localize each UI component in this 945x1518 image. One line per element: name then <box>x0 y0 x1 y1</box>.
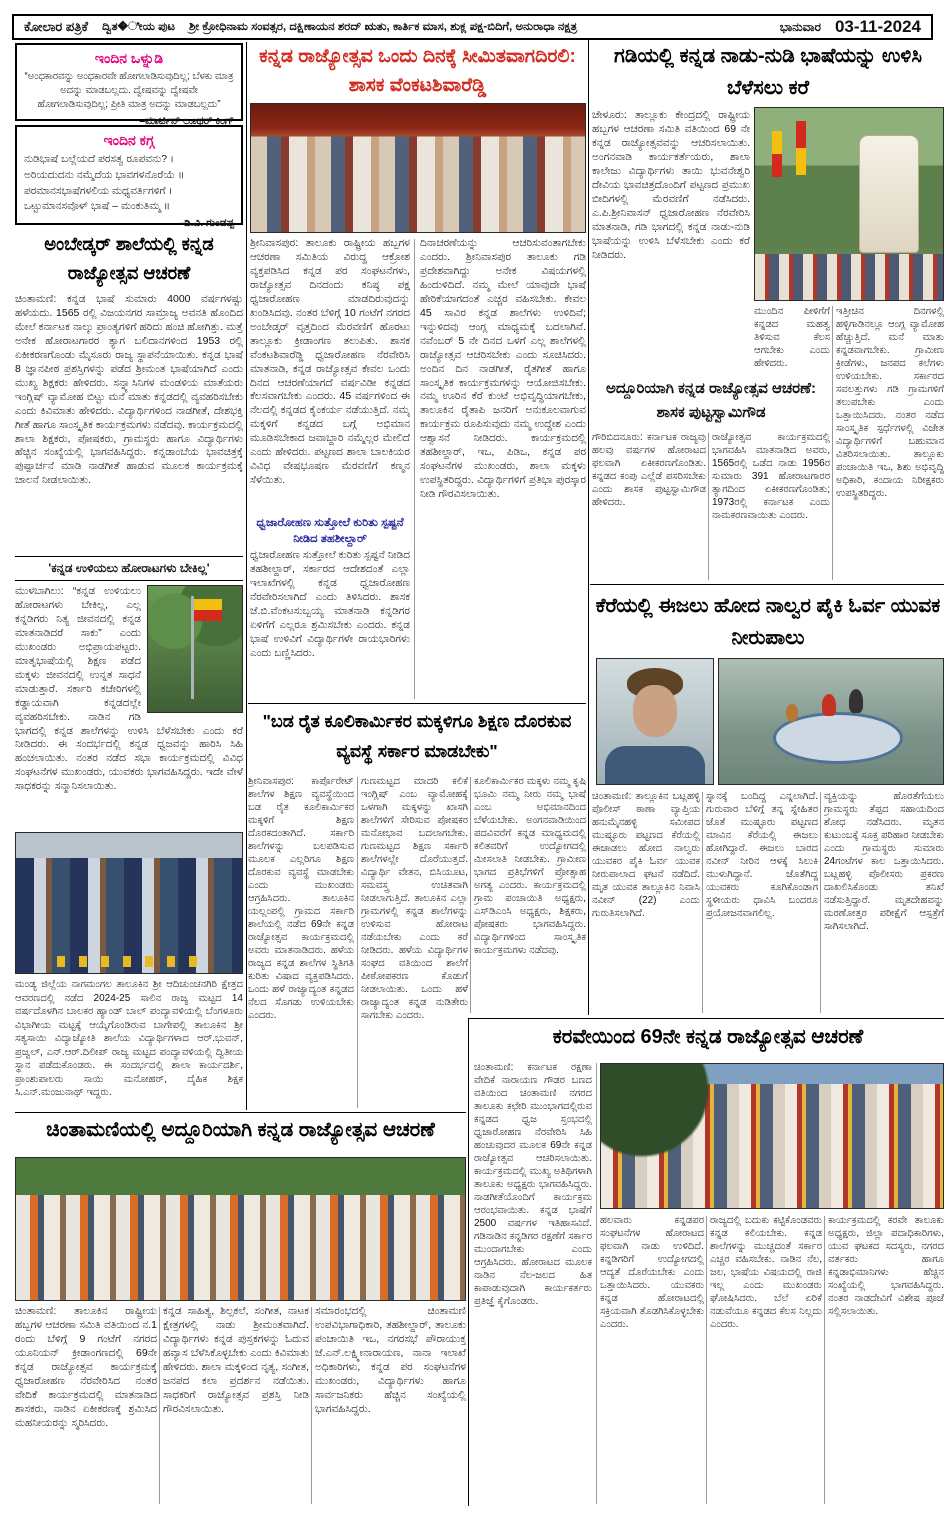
headline-chintamani-grand-celebration: ಚಿಂತಾಮಣಿಯಲ್ಲಿ ಅದ್ದೂರಿಯಾಗಿ ಕನ್ನಡ ರಾಜ್ಯೋತ್ಸವ ಆಚರಣೆ <box>46 1119 435 1141</box>
photo-kannada-flagpole <box>147 585 243 713</box>
kagga-line: ಪರಮಾನಸಭಾಷೆಗಳಲಿಯ ಮಧ್ಯವರ್ತಿಗಳಿಗೆ । <box>24 184 173 197</box>
chariot-shape <box>859 135 919 253</box>
section-divider <box>248 703 586 704</box>
headline-youth-drowned: ಕೆರೆಯಲ್ಲಿ ಈಜಲು ಹೋದ ನಾಲ್ವರ ಪೈಕಿ ಓರ್ವ ಯುವಕ ನೀರುಪಾಲು <box>595 595 941 649</box>
article-column: ರಾಜ್ಯೋತ್ಸವ ಕಾರ್ಯಕ್ರಮದಲ್ಲಿ ಭಾಗವಹಿಸಿ ಮಾತನಾಡಿದ ಅವರು, 1565ರಲ್ಲಿ ಒಡೆದ ನಾಡು 1956ರ ಸುಮಾರು 391 ಹೋರಾಟಗಾರರ ತ್ಯಾಗದಿಂದ ಏಕೀಕರಣಗೊಂಡಿತು; 1973ರಲ್ಲಿ ಕರ್ನಾಟಕ ಎಂದು ನಾಮಕರಣವಾಯಿತು ಎಂದರು. <box>712 432 830 521</box>
quote-text: “ಅಂಧಕಾರವನ್ನು ಅಂಧಕಾರವೇ ಹೋಗಲಾಡಿಸುವುದಿಲ್ಲ; ಬೆಳಕು ಮಾತ್ರ ಅದನ್ನು ಮಾಡಬಲ್ಲದು. ದ್ವೇಷವನ್ನು ದ್ವೇಷವೇ ಹೋಗಲಾಡಿಸುವುದಿಲ್ಲ; ಪ್ರೀತಿ ಮಾತ್ರ ಅದನ್ನು ಮಾಡಬಲ್ಲದು” <box>24 71 234 111</box>
kannada-flag-shape <box>772 131 782 177</box>
date-label: 03-11-2024 <box>834 17 921 36</box>
portrait-face-shape <box>633 685 677 737</box>
weekday-label: ಭಾನುವಾರ <box>779 19 821 34</box>
headline-karave-rajyotsava: ಕರವೇಯಿಂದ 69ನೇ ಕನ್ನಡ ರಾಜ್ಯೋತ್ಸವ ಆಚರಣೆ <box>552 1026 864 1048</box>
article-column: ಹಲವಾರು ಕನ್ನಡಪರ ಸಂಘಟನೆಗಳ ಹೋರಾಟದ ಫಲವಾಗಿ ನಾಡು ಉಳಿದಿದೆ. ಕನ್ನಡಿಗರಿಗೆ ಉದ್ಯೋಗದಲ್ಲಿ ಆದ್ಯತೆ ದೊರೆಯಬೇಕು ಎಂದು ಒತ್ತಾಯಿಸಿದರು. ಯುವಕರು ಕನ್ನಡ ಹೋರಾಟದಲ್ಲಿ ಸಕ್ರಿಯವಾಗಿ ತೊಡಗಿಸಿಕೊಳ್ಳಬೇಕು ಎಂದರು. <box>600 1215 704 1330</box>
article-column: ಗೌರಿಬಿದನೂರು: ಕರ್ನಾಟಕ ರಾಜ್ಯವು ಹಲವು ವರ್ಷಗಳ ಹೋರಾಟದ ಫಲವಾಗಿ ಏಕೀಕರಣಗೊಂಡಿತು. ಕನ್ನಡದ ಕಂಪು ಎಲ್ಲೆಡೆ ಪಸರಿಸಬೇಕು ಎಂದು ಶಾಸಕ ಪುಟ್ಟಸ್ವಾಮಿಗೌಡ ಹೇಳಿದರು. <box>592 432 706 508</box>
page-label: ದ್ವಿತ�ೀಯ ಪುಟ <box>102 20 175 33</box>
kagga-of-the-day-box <box>15 125 243 229</box>
article-body: ಚಿಂತಾಮಣಿ: ಕನ್ನಡ ಭಾಷೆ ಸುಮಾರು 4000 ವರ್ಷಗಳಷ್ಟು ಹಳೆಯದು. 1565 ರಲ್ಲಿ ವಿಜಯನಗರ ಸಾಮ್ರಾಜ್ಯ ಅವನತಿ ಹೊಂದಿದ ಮೇಲೆ ಕರ್ನಾಟಕ ನಾಲ್ಕು ಪ್ರಾಂತ್ಯಗಳಿಗೆ ಹರಿದು ಹಂಚಿ ಹೋಗಿತ್ತು. ಮತ್ತೆ ಅನೇಕ ಹೋರಾಟಗಾರರ ತ್ಯಾಗ ಬಲಿದಾನಗಳಿಂದ 1953 ರಲ್ಲಿ ಏಕೀಕರಣಗೊಂಡು ಮೈಸೂರು ರಾಜ್ಯ ಸ್ಥಾಪನೆಯಾಯಿತು. ಕನ್ನಡ ಭಾಷೆ 8 ಜ್ಞಾನಪೀಠ ಪ್ರಶಸ್ತಿಗಳನ್ನು ಪಡೆದ ಶ್ರೀಮಂತ ಭಾಷೆಯಾಗಿದೆ ಎಂದು ಮುಖ್ಯ ಶಿಕ್ಷಕರು ಹೇಳಿದರು. ಸನ್ನ್ಯಾಸಿನಿಗಳ ಮಂಡಳಿಯ ಮಾತೆಯರು ಇಂಗ್ಲಿಷ್ ವ್ಯಾಮೋಹ ಬಿಟ್ಟು ಮನೆ ಮಾತು ಕನ್ನಡದಲ್ಲಿ ವ್ಯವಹರಿಸಬೇಕು ಎಂದು ಕಿವಿಮಾತು ಹೇಳಿದರು. ವಿದ್ಯಾರ್ಥಿಗಳಿಂದ ನಾಡಗೀತೆ, ದೇಶಭಕ್ತಿ ಗೀತೆ ಹಾಗೂ ಸಾಂಸ್ಕೃತಿಕ ಕಾರ್ಯಕ್ರಮಗಳು ನಡೆದವು. ಕಾರ್ಯಕ್ರಮದಲ್ಲಿ ಶಾಲಾ ಶಿಕ್ಷಕರು, ಪೋಷಕರು, ಗ್ರಾಮಸ್ಥರು ಹಾಗೂ ವಿದ್ಯಾರ್ಥಿಗಳು ಹೆಚ್ಚಿನ ಸಂಖ್ಯೆಯಲ್ಲಿ ಭಾಗವಹಿಸಿದ್ದರು. ಕನ್ನಡಾಂಬೆಯ ಭಾವಚಿತ್ರಕ್ಕೆ ಪುಷ್ಪಾರ್ಚನೆ ಮಾಡಿ ನಾಡಗೀತೆ ಹಾಡುವ ಮೂಲಕ ಕಾರ್ಯಕ್ರಮಕ್ಕೆ ಚಾಲನೆ ನೀಡಲಾಯಿತು. <box>15 293 243 487</box>
article-body-text: ಮುಳಬಾಗಿಲು: “ಕನ್ನಡ ಉಳಿಯಲು ಹೋರಾಟಗಳು ಬೇಕಿಲ್ಲ, ಎಲ್ಲ ಕನ್ನಡಿಗರು ನಿತ್ಯ ಜೀವನದಲ್ಲಿ ಕನ್ನಡ ಮಾತನಾಡಿದರೆ ಸಾಕು” ಎಂದು ಮುಖಂಡರು ಅಭಿಪ್ರಾಯಪಟ್ಟರು. ಮಾತೃಭಾಷೆಯಲ್ಲಿ ಶಿಕ್ಷಣ ಪಡೆದ ಮಕ್ಕಳು ಜೀವನದಲ್ಲಿ ಉನ್ನತ ಸಾಧನೆ ಮಾಡುತ್ತಾರೆ. ಸರ್ಕಾರಿ ಕಚೇರಿಗಳಲ್ಲಿ ಕಡ್ಡಾಯವಾಗಿ ಕನ್ನಡದಲ್ಲೇ ವ್ಯವಹರಿಸಬೇಕು. ನಾಡಿನ ಗಡಿ ಭಾಗದಲ್ಲಿ ಕನ್ನಡ ಶಾಲೆಗಳನ್ನು ಉಳಿಸಿ ಬೆಳೆಸಬೇಕು ಎಂದು ಕರೆ ನೀಡಿದರು. ಈ ಸಂದರ್ಭದಲ್ಲಿ ಕನ್ನಡ ಧ್ವಜವನ್ನು ಹಾರಿಸಿ ಸಿಹಿ ಹಂಚಲಾಯಿತು. ನಂತರ ನಡೆದ ಸಭಾ ಕಾರ್ಯಕ್ರಮದಲ್ಲಿ ವಿವಿಧ ಸಂಘಟನೆಗಳ ಮುಖಂಡರು, ಯುವಕರು ಭಾಗವಹಿಸಿದ್ದರು. ಇದೇ ವೇಳೆ ಸಾಧಕರನ್ನು ಸನ್ಮಾನಿಸಲಾಯಿತು. <box>15 585 243 793</box>
column-hairline <box>596 1063 597 1504</box>
crowd-shape <box>755 254 943 300</box>
photo-chintamani-procession <box>15 1157 466 1301</box>
photo-rajyotsava-event-crowd <box>250 103 586 233</box>
article-column: ಧ್ವಜಾರೋಹಣ ಸುತ್ತೋಲೆ ಕುರಿತು ಸ್ಪಷ್ಟನೆ ನೀಡಿದ ತಹಶೀಲ್ದಾರ್, ಸರ್ಕಾರದ ಆದೇಶದಂತೆ ಎಲ್ಲಾ ಇಲಾಖೆಗಳಲ್ಲಿ ಕನ್ನಡ ಧ್ವಜಾರೋಹಣ ನೆರವೇರಿಸಲಾಗಿದೆ ಎಂದು ತಿಳಿಸಿದರು. ಶಾಸಕ ಜೆ.ಬಿ.ವೆಂಕಟಸುಬ್ಬಯ್ಯ ಮಾತನಾಡಿ ಕನ್ನಡಿಗರ ಏಳಿಗೆಗೆ ಎಲ್ಲರೂ ಶ್ರಮಿಸಬೇಕು ಎಂದರು. ಕನ್ನಡ ಭಾಷೆ ಉಳಿವಿಗೆ ವಿದ್ಯಾರ್ಥಿಗಳೇ ರಾಯಭಾರಿಗಳು ಎಂದು ಬಣ್ಣಿಸಿದರು. <box>250 549 410 659</box>
article-column: ವ್ಯಕ್ತಿಯನ್ನು ಹೊರತೆಗೆಯಲು ಗ್ರಾಮಸ್ಥರು ತೆಪ್ಪದ ಸಹಾಯದಿಂದ ಶೋಧ ನಡೆಸಿದರು. ಮೃತನ ಕುಟುಂಬಕ್ಕೆ ಸೂಕ್ತ ಪರಿಹಾರ ನೀಡಬೇಕು ಎಂದು ಗ್ರಾಮಸ್ಥರು ಸುಮಾರು 24ಗಂಟೆಗಳ ಕಾಲ ಒತ್ತಾಯಿಸಿದರು. ಬಟ್ಲಹಳ್ಳಿ ಪೊಲೀಸರು ಪ್ರಕರಣ ದಾಖಲಿಸಿಕೊಂಡು ತನಿಖೆ ನಡೆಸುತ್ತಿದ್ದಾರೆ. ಮೃತದೇಹವನ್ನು ಮರಣೋತ್ತರ ಪರೀಕ್ಷೆಗೆ ಆಸ್ಪತ್ರೆಗೆ ಸಾಗಿಸಲಾಗಿದೆ. <box>824 791 944 932</box>
kannada-flag-red-shape <box>194 610 222 621</box>
kagga-line: ಒಟ್ಟುಮಾನಸವೊಳ್ ಭಾಷೆ – ಮಂಕುತಿಮ್ಮ ॥ <box>24 200 170 213</box>
photo-chariot-procession <box>754 107 944 301</box>
column-hairline <box>832 306 833 580</box>
headline-education-for-poor: "ಬಡ ರೈತ ಕೂಲಿಕಾರ್ಮಿಕರ ಮಕ್ಕಳಿಗೂ ಶಿಕ್ಷಣ ದೊರಕುವ ವ್ಯವಸ್ಥೆ ಸರ್ಕಾರ ಮಾಡಬೇಕು" <box>262 711 572 761</box>
section-divider <box>590 584 944 585</box>
almanac-line: ಶ್ರೀ ಕ್ರೋಧಿನಾಮ ಸಂವತ್ಸರ, ದಕ್ಷಿಣಾಯನ ಶರದ್ ಋತು, ಕಾರ್ತಿಕ ಮಾಸ, ಶುಕ್ಲ ಪಕ್ಷ-ಬಿದಿಗೆ, ಅನುರಾಧಾ ನಕ್ಷತ್ರ <box>188 20 578 33</box>
quote-of-the-day-box <box>15 43 243 127</box>
column-hairline <box>311 1307 312 1504</box>
subhead-no-struggles-needed: 'ಕನ್ನಡ ಉಳಿಯಲು ಹೋರಾಟಗಳು ಬೇಕಿಲ್ಲ' <box>15 556 243 581</box>
article-column: ಮುಂದಿನ ಪೀಳಿಗೆಗೆ ಕನ್ನಡದ ಮಹತ್ವ ತಿಳಿಸುವ ಕೆಲಸ ಆಗಬೇಕು ಎಂದು ಹೇಳಿದರು. <box>754 306 830 369</box>
kagga-author: -ಡಿ.ವಿ. ಗುಂಡಪ್ಪ <box>180 217 234 229</box>
article-column: ರಾಜ್ಯದಲ್ಲಿ ಬದುಕು ಕಟ್ಟಿಕೊಂಡವರು ಕನ್ನಡ ಕಲಿಯಬೇಕು. ಕನ್ನಡ ಶಾಲೆಗಳನ್ನು ಮುಚ್ಚದಂತೆ ಸರ್ಕಾರ ಎಚ್ಚರ ವಹಿಸಬೇಕು. ನಾಡಿನ ನೆಲ, ಜಲ, ಭಾಷೆಯ ವಿಷಯದಲ್ಲಿ ರಾಜಿ ಇಲ್ಲ ಎಂದು ಮುಖಂಡರು ಘೋಷಿಸಿದರು. ಬೆಲೆ ಏರಿಕೆ ನಡುವೆಯೂ ಕನ್ನಡದ ಕೆಲಸ ನಿಲ್ಲದು ಎಂದರು. <box>710 1215 822 1330</box>
article-column: ಕನ್ನಡ ಸಾಹಿತ್ಯ, ಶಿಲ್ಪಕಲೆ, ಸಂಗೀತ, ನಾಟಕ ಕ್ಷೇತ್ರಗಳಲ್ಲಿ ನಾಡು ಶ್ರೀಮಂತವಾಗಿದೆ. ವಿದ್ಯಾರ್ಥಿಗಳು ಕನ್ನಡ ಪುಸ್ತಕಗಳನ್ನು ಓದುವ ಹವ್ಯಾಸ ಬೆಳೆಸಿಕೊಳ್ಳಬೇಕು ಎಂದು ಕಿವಿಮಾತು ಹೇಳಿದರು. ಶಾಲಾ ಮಕ್ಕಳಿಂದ ನೃತ್ಯ, ಸಂಗೀತ, ಜನಪದ ಕಲಾ ಪ್ರದರ್ಶನ ನಡೆಯಿತು. ಸಾಧಕರಿಗೆ ರಾಜ್ಯೋತ್ಸವ ಪ್ರಶಸ್ತಿ ನೀಡಿ ಗೌರವಿಸಲಾಯಿತು. <box>163 1305 309 1415</box>
person-shape <box>822 694 836 716</box>
quote-box-title: ಇಂದಿನ ಒಳ್ನುಡಿ <box>94 50 164 66</box>
article-column: ಸ್ನಾನಕ್ಕೆ ಬಂದಿದ್ದ ಎನ್ನಲಾಗಿದೆ. ಗುರುವಾರ ಬೆಳಿಗ್ಗೆ ತನ್ನ ಸ್ನೇಹಿತರ ಜೊತೆ ಮುಷ್ಟೂರು ಪಟ್ಟಣದ ಮಾವಿನ ಕೆರೆಯಲ್ಲಿ ಈಜಲು ಹೋಗಿದ್ದಾರೆ. ಈಜಲು ಬಾರದ ನವೀನ್ ನೀರಿನ ಆಳಕ್ಕೆ ಸಿಲುಕಿ ಮುಳುಗಿದ್ದಾನೆ. ಜೊತೆಗಿದ್ದ ಯುವಕರು ಕೂಗಿಕೊಂಡಾಗ ಸ್ಥಳೀಯರು ಧಾವಿಸಿ ಬಂದರೂ ಪ್ರಯೋಜನವಾಗಲಿಲ್ಲ. <box>706 791 818 919</box>
column-rule <box>246 42 247 1110</box>
masthead <box>12 14 933 40</box>
column-hairline <box>357 777 358 1108</box>
article-column: ಕೂಲಿಕಾರ್ಮಿಕರ ಮಕ್ಕಳು ನಮ್ಮ ಕೃಷಿ ಭೂಮಿ ನಮ್ಮ ನೀರು ನಮ್ಮ ಭಾಷೆ ಎಂಬ ಅಭಿಮಾನದಿಂದ ಬೆಳೆಯಬೇಕು. ಅಂಗನವಾಡಿಯಿಂದ ಪದವಿವರೆಗೆ ಕನ್ನಡ ಮಾಧ್ಯಮದಲ್ಲಿ ಕಲಿತವರಿಗೆ ಉದ್ಯೋಗದಲ್ಲಿ ಮೀಸಲಾತಿ ನೀಡಬೇಕು. ಗ್ರಾಮೀಣ ಭಾಗದ ಪ್ರತಿಭೆಗಳಿಗೆ ಪ್ರೋತ್ಸಾಹ ಅಗತ್ಯ ಎಂದರು. ಕಾರ್ಯಕ್ರಮದಲ್ಲಿ ಗ್ರಾಮ ಪಂಚಾಯಿತಿ ಅಧ್ಯಕ್ಷರು, ಎಸ್‌ಡಿಎಂಸಿ ಅಧ್ಯಕ್ಷರು, ಶಿಕ್ಷಕರು, ಪೋಷಕರು ಭಾಗವಹಿಸಿದ್ದರು. ವಿದ್ಯಾರ್ಥಿಗಳಿಂದ ಸಾಂಸ್ಕೃತಿಕ ಕಾರ್ಯಕ್ರಮಗಳು ನಡೆದವು. <box>474 776 586 956</box>
column-rule <box>588 40 589 1015</box>
article-column: ಚಿಂತಾಮಣಿ: ತಾಲ್ಲೂಕಿನ ಬಟ್ಲಹಳ್ಳಿ ಪೊಲೀಸ್ ಠಾಣಾ ವ್ಯಾಪ್ತಿಯ ಹನುಮೈನಹಳ್ಳಿ ಸಮೀಪದ ಮುಷ್ಟೂರು ಪಟ್ಟಣದ ಕೆರೆಯಲ್ಲಿ ಈಜಾಡಲು ಹೋದ ನಾಲ್ವರು ಯುವಕರ ಪೈಕಿ ಓರ್ವ ಯುವಕ ನೀರುಪಾಲಾದ ಘಟನೆ ನಡೆದಿದೆ. ಮೃತ ಯುವಕ ತಾಲ್ಲೂಕಿನ ನಿವಾಸಿ ನವೀನ್ (22) ಎಂದು ಗುರುತಿಸಲಾಗಿದೆ. <box>592 791 700 919</box>
headline-rajyotsava-not-one-day: ಕನ್ನಡ ರಾಜ್ಯೋತ್ಸವ ಒಂದು ದಿನಕ್ಕೆ ಸೀಮಿತವಾಗದಿರಲಿ: ಶಾಸಕ ವೆಂಕಟಶಿವಾರೆಡ್ಡಿ <box>259 46 576 97</box>
kagga-box-title: ಇಂದಿನ ಕಗ್ಗ <box>103 132 155 148</box>
kagga-line: ನುಡಿಭಾಷೆ ಬಲ್ಲೆಯದೆ ಪರಸತ್ವ ರೂಪವನು? । <box>24 153 174 165</box>
article-column: ಚಿಂತಾಮಣಿ: ಕರ್ನಾಟಕ ರಕ್ಷಣಾ ವೇದಿಕೆ ನಾರಾಯಣ ಗೌಡರ ಬಣದ ವತಿಯಿಂದ ಚಿಂತಾಮಣಿ ನಗರದ ತಾಲೂಕು ಕಛೇರಿ ಮುಂಭಾಗದಲ್ಲಿರುವ ಕನ್ನಡದ ಧ್ವಜ ಸ್ತಂಭದಲ್ಲಿ ಧ್ವಜಾರೋಹಣ ನೆರವೇರಿಸಿ ಸಿಹಿ ಹಂಚುವುದರ ಮೂಲಕ 69ನೇ ಕನ್ನಡ ರಾಜ್ಯೋತ್ಸವ ಆಚರಿಸಲಾಯಿತು. ಕಾರ್ಯಕ್ರಮದಲ್ಲಿ ಮುಖ್ಯ ಅತಿಥಿಗಳಾಗಿ ತಾಲೂಕು ಅಧ್ಯಕ್ಷರು ಭಾಗವಹಿಸಿದ್ದರು. ನಾಡಗೀತೆಯೊಂದಿಗೆ ಕಾರ್ಯಕ್ರಮ ಆರಂಭವಾಯಿತು. ಕನ್ನಡ ಭಾಷೆಗೆ 2500 ವರ್ಷಗಳ ಇತಿಹಾಸವಿದೆ. ಗಡಿನಾಡಿನ ಕನ್ನಡಿಗರ ರಕ್ಷಣೆಗೆ ಸರ್ಕಾರ ಮುಂದಾಗಬೇಕು ಎಂದು ಆಗ್ರಹಿಸಿದರು. ಹೋರಾಟದ ಮೂಲಕ ನಾಡಿನ ನೆಲ-ಜಲದ ಹಿತ ಕಾಪಾಡುವುದಾಗಿ ಕಾರ್ಯಕರ್ತರು ಪ್ರತಿಜ್ಞೆ ಕೈಗೊಂಡರು. <box>474 1062 592 1307</box>
quote-author: –ಮಾರ್ಟಿನ್ ಲೂಥರ್ ಕಿಂಗ್ <box>139 114 234 127</box>
column-hairline <box>159 1307 160 1504</box>
column-hairline <box>702 792 703 1013</box>
column-hairline <box>706 1216 707 1504</box>
column-hairline <box>824 1216 825 1504</box>
subhead-tahsildar-clarification: ಧ್ವಜಾರೋಹಣ ಸುತ್ತೋಲೆ ಕುರಿತು ಸ್ಪಷ್ಟನೆ ನೀಡಿದ ತಹಶೀಲ್ದಾರ್ <box>256 517 404 545</box>
column-rule <box>468 1018 469 1506</box>
article-body-with-photo <box>15 585 243 829</box>
photo-coracle-search-lake <box>718 658 944 785</box>
article-column: ಶ್ರೀನಿವಾಸಪುರ: ಕಾರ್ಪೊರೇಟ್ ಶಾಲೆಗಳ ಶಿಕ್ಷಣ ವ್ಯವಸ್ಥೆಯಿಂದ ಬಡ ರೈತ ಕೂಲಿಕಾರ್ಮಿಕರ ಮಕ್ಕಳಿಗೆ ಶಿಕ್ಷಣ ದೊರಕದಂತಾಗಿದೆ. ಸರ್ಕಾರಿ ಶಾಲೆಗಳನ್ನು ಬಲಪಡಿಸುವ ಮೂಲಕ ಎಲ್ಲರಿಗೂ ಶಿಕ್ಷಣ ದೊರಕುವ ವ್ಯವಸ್ಥೆ ಮಾಡಬೇಕು ಎಂದು ಮುಖಂಡರು ಆಗ್ರಹಿಸಿದರು. ತಾಲೂಕಿನ ಯಲ್ಲಂಪಲ್ಲಿ ಗ್ರಾಮದ ಸರ್ಕಾರಿ ಶಾಲೆಯಲ್ಲಿ ನಡೆದ 69ನೇ ಕನ್ನಡ ರಾಜ್ಯೋತ್ಸವ ಕಾರ್ಯಕ್ರಮದಲ್ಲಿ ಅವರು ಮಾತನಾಡಿದರು. ಹಳೆಯ ರಾಜ್ಯದ ಕನ್ನಡ ಶಾಲೆಗಳ ಸ್ಥಿತಿಗತಿ ಕುರಿತು ವಿಷಾದ ವ್ಯಕ್ತಪಡಿಸಿದರು. ಒಂದು ಹಳೆ ರಾಜ್ಯಾದ್ಯಂತ ಕನ್ನಡದ ನೆಲದ ಸೊಗಡು ಉಳಿಯಬೇಕು ಎಂದರು. <box>248 776 354 1021</box>
photo-caption-handball: ಮಂಡ್ಯ ಜಿಲ್ಲೆಯ ನಾಗಮಂಗಲ ತಾಲೂಕಿನ ಶ್ರೀ ಆದಿಚುಂಚನಗಿರಿ ಕ್ಷೇತ್ರದ ಆವರಣದಲ್ಲಿ ನಡೆದ 2024-25 ಸಾಲಿನ ರಾಜ್ಯ ಮಟ್ಟದ 14 ವರ್ಷದೊಳಗಿನ ಬಾಲಕರ ಹ್ಯಾಂಡ್ ಬಾಲ್ ಪಂದ್ಯಾವಳಿಯಲ್ಲಿ ಬೆಂಗಳೂರು ವಿಭಾಗೀಯ ಮಟ್ಟಕ್ಕೆ ಆಯ್ಕೆಗೊಂಡಿರುವ ಬಾಗೇಪಲ್ಲಿ ತಾಲೂಕಿನ ಶ್ರೀ ಸತ್ಯಸಾಯಿ ವಿದ್ಯಾಜ್ಯೋತಿ ಶಾಲೆಯ ವಿದ್ಯಾರ್ಥಿಗಳಾದ ಆರ್.ಭುವನ್, ಪ್ರಜ್ವಲ್, ಎನ್.ಆರ್.ದಿಲೀಪ್ ರಾಜ್ಯ ಮಟ್ಟದ ಪಂದ್ಯಾವಳಿಯಲ್ಲಿ ದ್ವಿತೀಯ ಸ್ಥಾನ ಪಡೆದುಕೊಂಡರು. ಈ ಸಂದರ್ಭದಲ್ಲಿ ಶಾಲಾ ಕಾರ್ಯದರ್ಶಿ, ಪ್ರಾಂಶುಪಾಲರು ಸಾಯಿ ಮನೋಹರ್, ದೈಹಿಕ ಶಿಕ್ಷಕ ಸಿ.ಎನ್.ಮಂಜುನಾಥ್ ಇದ್ದರು. <box>15 979 243 1098</box>
column-hairline <box>708 433 709 580</box>
column-hairline <box>414 239 415 699</box>
photo-karave-group-flag-hoisting <box>600 1063 944 1209</box>
photo-deceased-youth-portrait <box>596 658 714 785</box>
section-divider <box>468 1018 944 1019</box>
article-column: ದಿನಾಚರಣೆಯನ್ನು ಆಚರಿಸುವಂತಾಗಬೇಕು ಎಂದರು. ಶ್ರೀನಿವಾಸಪುರ ತಾಲೂಕು ಗಡಿ ಪ್ರದೇಶವಾಗಿದ್ದು ಅನೇಕ ವಿಷಯಗಳಲ್ಲಿ ಹಿಂದುಳಿದಿದೆ. ನಮ್ಮ ಮೇಲೆ ಯಾವುದೇ ಭಾಷೆ ಹೇರಿಕೆಯಾಗದಂತೆ ಎಚ್ಚರ ವಹಿಸಬೇಕು. ಕೇವಲ 45 ಸಾವಿರ ಕನ್ನಡ ಶಾಲೆಗಳು ಉಳಿದಿವೆ; ಇನ್ನುಳಿದವು ಆಂಗ್ಲ ಮಾಧ್ಯಮಕ್ಕೆ ಬದಲಾಗಿವೆ. ನವೆಂಬರ್ 5 ನೇ ದಿನದ ಒಳಗೆ ಎಲ್ಲ ಶಾಲೆಗಳಲ್ಲಿ ರಾಜ್ಯೋತ್ಸವ ಆಚರಿಸಬೇಕು ಎಂದು ಸೂಚಿಸಿದರು. ಅಂದಿನ ದಿನ ನಾಡಗೀತೆ, ರೈತಗೀತೆ ಹಾಗೂ ಸಾಂಸ್ಕೃತಿಕ ಕಾರ್ಯಕ್ರಮಗಳನ್ನು ಆಯೋಜಿಸಬೇಕು. ನಮ್ಮ ಊರಿನ ಕೆರೆ ಕುಂಟೆ ಅಭಿವೃದ್ಧಿಯಾಗಬೇಕು, ತಾಲೂಕಿನ ರೈತಾಪಿ ಜನರಿಗೆ ಅನುಕೂಲವಾಗುವ ಕಾರ್ಯಕ್ರಮ ರೂಪಿಸುವುದು ನಮ್ಮ ಉದ್ದೇಶ ಎಂದು ಆಶ್ವಾಸನೆ ನೀಡಿದರು. ಕಾರ್ಯಕ್ರಮದಲ್ಲಿ ತಹಶೀಲ್ದಾರ್, ಇಒ, ಪಿಡಿಒ, ಕನ್ನಡ ಪರ ಸಂಘಟನೆಗಳ ಮುಖಂಡರು, ಶಾಲಾ ಮಕ್ಕಳು ಉಪಸ್ಥಿತರಿದ್ದರು. ವಿದ್ಯಾರ್ಥಿಗಳಿಗೆ ಪ್ರತಿಭಾ ಪುರಸ್ಕಾರ ನೀಡಿ ಗೌರವಿಸಲಾಯಿತು. <box>420 237 586 501</box>
kannada-flag-shape <box>796 121 806 175</box>
kagga-line: ಅರಿಯದುದನು ನಮ್ಮೆದೆಯ ಭಾವಗಳನೊರೆಯೆ ॥ <box>24 168 185 181</box>
section-divider <box>15 1112 466 1113</box>
headline-border-kannada: ಗಡಿಯಲ್ಲಿ ಕನ್ನಡ ನಾಡು-ನುಡಿ ಭಾಷೆಯನ್ನು ಉಳಿಸಿ ಬೆಳೆಸಲು ಕರೆ <box>614 45 922 99</box>
article-column: ಗುಣಮಟ್ಟದ ಮಾದರಿ ಕಲಿಕೆ ಇಂಗ್ಲಿಷ್ ಎಂಬ ವ್ಯಾಮೋಹಕ್ಕೆ ಒಳಗಾಗಿ ಮಕ್ಕಳನ್ನು ಖಾಸಗಿ ಶಾಲೆಗಳಿಗೆ ಸೇರಿಸುವ ಪೋಷಕರ ಮನೋಭಾವ ಬದಲಾಗಬೇಕು. ಗುಣಮಟ್ಟದ ಶಿಕ್ಷಣ ಸರ್ಕಾರಿ ಶಾಲೆಗಳಲ್ಲೇ ದೊರೆಯುತ್ತದೆ. ವಿದ್ಯಾರ್ಥಿ ವೇತನ, ಬಿಸಿಯೂಟ, ಸಮವಸ್ತ್ರ ಉಚಿತವಾಗಿ ನೀಡಲಾಗುತ್ತಿದೆ. ತಾಲೂಕಿನ ಎಲ್ಲಾ ಗ್ರಾಮಗಳಲ್ಲಿ ಕನ್ನಡ ಶಾಲೆಗಳನ್ನು ಉಳಿಸುವ ಹೋರಾಟ ನಡೆಯಬೇಕು ಎಂದು ಕರೆ ನೀಡಿದರು. ಹಳೆಯ ವಿದ್ಯಾರ್ಥಿಗಳ ಸಂಘದ ವತಿಯಿಂದ ಶಾಲೆಗೆ ಪೀಠೋಪಕರಣ ಕೊಡುಗೆ ನೀಡಲಾಯಿತು. ಒಂದು ಹಳೆ ರಾಜ್ಯಾದ್ಯಂತ ಕನ್ನಡ ನುಡಿತೇರು ಸಾಗಬೇಕು ಎಂದರು. <box>361 776 468 1021</box>
subhead-grand-celebration-mla: ಅದ್ದೂರಿಯಾಗಿ ಕನ್ನಡ ರಾಜ್ಯೋತ್ಸವ ಆಚರಣೆ: ಶಾಸಕ ಪುಟ್ಟಸ್ವಾಮಿಗೌಡ <box>605 380 817 421</box>
person-shape <box>849 689 863 713</box>
photo-handball-team-group <box>15 832 243 974</box>
column-hairline <box>820 792 821 1013</box>
trophies-shape <box>57 956 202 967</box>
article-column: ಇತ್ತೀಚಿನ ದಿನಗಳಲ್ಲಿ ಹಳ್ಳಿಗಾಡಿನಲ್ಲೂ ಆಂಗ್ಲ ವ್ಯಾಮೋಹ ಹೆಚ್ಚುತ್ತಿದೆ. ಮನೆ ಮಾತು ಕನ್ನಡವಾಗಬೇಕು. ಗ್ರಾಮೀಣ ಕ್ರೀಡೆಗಳು, ಜನಪದ ಕಲೆಗಳು ಉಳಿಯಬೇಕು. ಸರ್ಕಾರದ ಸವಲತ್ತುಗಳು ಗಡಿ ಗ್ರಾಮಗಳಿಗೆ ತಲುಪಬೇಕು ಎಂದು ಒತ್ತಾಯಿಸಿದರು. ನಂತರ ನಡೆದ ಸಾಂಸ್ಕೃತಿಕ ಸ್ಪರ್ಧೆಗಳಲ್ಲಿ ವಿಜೇತ ವಿದ್ಯಾರ್ಥಿಗಳಿಗೆ ಬಹುಮಾನ ವಿತರಿಸಲಾಯಿತು. ತಾಲ್ಲೂಕು ಪಂಚಾಯಿತಿ ಇಒ, ಶಿಶು ಅಭಿವೃದ್ಧಿ ಅಧಿಕಾರಿ, ಕಂದಾಯ ನಿರೀಕ್ಷಕರು ಉಪಸ್ಥಿತರಿದ್ದರು. <box>836 306 944 499</box>
article-column: ಚಿಂತಾಮಣಿ: ತಾಲೂಕಿನ ರಾಷ್ಟ್ರೀಯ ಹಬ್ಬಗಳ ಆಚರಣಾ ಸಮಿತಿ ವತಿಯಿಂದ ನ.1 ರಂದು ಬೆಳಿಗ್ಗೆ 9 ಗಂಟೆಗೆ ನಗರದ ಯೂನಿಯನ್ ಕ್ರೀಡಾಂಗಣದಲ್ಲಿ 69ನೇ ಕನ್ನಡ ರಾಜ್ಯೋತ್ಸವ ಕಾರ್ಯಕ್ರಮಕ್ಕೆ ಧ್ವಜಾರೋಹಣ ನೆರವೇರಿಸಿದ ನಂತರ ವೇದಿಕೆ ಕಾರ್ಯಕ್ರಮದಲ್ಲಿ ಮಾತನಾಡಿದ ಶಾಸಕರು, ನಾಡಿನ ಏಕೀಕರಣಕ್ಕೆ ಶ್ರಮಿಸಿದ ಮಹನೀಯರನ್ನು ಸ್ಮರಿಸಿದರು. <box>15 1305 157 1429</box>
paper-name: ಕೋಲಾರ ಪತ್ರಿಕೆ <box>24 19 89 34</box>
portrait-shirt-shape <box>605 746 705 784</box>
article-column: ಶ್ರೀನಿವಾಸಪುರ: ತಾಲೂಕು ರಾಷ್ಟ್ರೀಯ ಹಬ್ಬಗಳ ಆಚರಣಾ ಸಮಿತಿಯ ವಿರುದ್ಧ ಆಕ್ರೋಶ ವ್ಯಕ್ತಪಡಿಸಿದ ಕನ್ನಡ ಪರ ಸಂಘಟನೆಗಳು, ರಾಜ್ಯೋತ್ಸವ ದಿನದಂದು ಕನಿಷ್ಠ ಪಕ್ಷ ಧ್ವಜಾರೋಹಣ ಮಾಡದಿರುವುದನ್ನು ಖಂಡಿಸಿದವು. ನಂತರ ಬೆಳಿಗ್ಗೆ 10 ಗಂಟೆಗೆ ನಗರದ ಅಂಬೇಡ್ಕರ್ ವೃತ್ತದಿಂದ ಮೆರವಣಿಗೆ ಹೊರಟು ತಾಲ್ಲೂಕು ಕ್ರೀಡಾಂಗಣ ತಲುಪಿತು. ಶಾಸಕ ವೆಂಕಟಶಿವಾರೆಡ್ಡಿ ಧ್ವಜಾರೋಹಣ ನೆರವೇರಿಸಿ ಮಾತನಾಡಿ, ಕನ್ನಡ ರಾಜ್ಯೋತ್ಸವ ಕೇವಲ ಒಂದು ದಿನದ ಆಚರಣೆಯಾಗದೆ ವರ್ಷವಿಡೀ ಕನ್ನಡದ ಕೆಲಸವಾಗಬೇಕು ಎಂದರು. 45 ವರ್ಷಗಳಿಂದ ಈ ನೆಲದಲ್ಲಿ ಕನ್ನಡದ ಕೈಂಕರ್ಯ ನಡೆಯುತ್ತಿದೆ. ನಮ್ಮ ಮಕ್ಕಳಿಗೆ ಕನ್ನಡದ ಬಗ್ಗೆ ಅಭಿಮಾನ ಮೂಡಿಸಬೇಕಾದ ಜವಾಬ್ದಾರಿ ನಮ್ಮೆಲ್ಲರ ಮೇಲಿದೆ ಎಂದು ಹೇಳಿದರು. ಪಟ್ಟಣದ ಶಾಲಾ ಬಾಲಕಿಯರ ವಿವಿಧ ವೇಷಭೂಷಣ ಮೆರವಣಿಗೆ ಕಣ್ಮನ ಸೆಳೆಯಿತು. <box>250 237 410 487</box>
column-hairline <box>470 777 471 1013</box>
article-column: ಸಮಾರಂಭದಲ್ಲಿ ಚಿಂತಾಮಣಿ ಉಪವಿಭಾಗಾಧಿಕಾರಿ, ತಹಶೀಲ್ದಾರ್, ತಾಲೂಕು ಪಂಚಾಯಿತಿ ಇಒ, ನಗರಸಭೆ ಪೌರಾಯುಕ್ತ ಜೆ.ಎನ್.ಲಕ್ಷ್ಮೀನಾರಾಯಣ, ನಾನಾ ಇಲಾಖೆ ಅಧಿಕಾರಿಗಳು, ಕನ್ನಡ ಪರ ಸಂಘಟನೆಗಳ ಮುಖಂಡರು, ವಿದ್ಯಾರ್ಥಿಗಳು ಹಾಗೂ ಸಾರ್ವಜನಿಕರು ಹೆಚ್ಚಿನ ಸಂಖ್ಯೆಯಲ್ಲಿ ಭಾಗವಹಿಸಿದ್ದರು. <box>315 1305 466 1415</box>
kannada-flag-yellow-shape <box>194 599 222 610</box>
article-column: ಕಾರ್ಯಕ್ರಮದಲ್ಲಿ ಕರವೇ ತಾಲೂಕು ಅಧ್ಯಕ್ಷರು, ಜಿಲ್ಲಾ ಪದಾಧಿಕಾರಿಗಳು, ಯುವ ಘಟಕದ ಸದಸ್ಯರು, ನಗರದ ವರ್ತಕರು ಹಾಗೂ ಕನ್ನಡಾಭಿಮಾನಿಗಳು ಹೆಚ್ಚಿನ ಸಂಖ್ಯೆಯಲ್ಲಿ ಭಾಗವಹಿಸಿದ್ದರು. ನಂತರ ನಾಡದೇವಿಗೆ ವಿಶೇಷ ಪೂಜೆ ಸಲ್ಲಿಸಲಾಯಿತು. <box>828 1215 944 1317</box>
article-column: ಚೇಳೂರು: ತಾಲ್ಲೂಕು ಕೇಂದ್ರದಲ್ಲಿ ರಾಷ್ಟ್ರೀಯ ಹಬ್ಬಗಳ ಆಚರಣಾ ಸಮಿತಿ ವತಿಯಿಂದ 69 ನೇ ಕನ್ನಡ ರಾಜ್ಯೋತ್ಸವವನ್ನು ಆಚರಿಸಲಾಯಿತು. ಅಂಗನವಾಡಿ ಕಾರ್ಯಕರ್ತೆಯರು, ಶಾಲಾ ಕಾಲೇಜು ವಿದ್ಯಾರ್ಥಿಗಳು ತಾಯಿ ಭುವನೇಶ್ವರಿ ದೇವಿಯ ಭಾವಚಿತ್ರದೊಂದಿಗೆ ಪಟ್ಟಣದ ಪ್ರಮುಖ ಬೀದಿಗಳಲ್ಲಿ ಮೆರವಣಿಗೆ ನಡೆಸಿದರು. ಎ.ಪಿ.ಶ್ರೀನಿವಾಸನ್ ಧ್ವಜಾರೋಹಣ ನೆರವೇರಿಸಿ ಮಾತನಾಡಿ, ಗಡಿ ಭಾಗದಲ್ಲಿ ಕನ್ನಡ ನಾಡು-ನುಡಿ ಭಾಷೆಯನ್ನು ಉಳಿಸಿ ಬೆಳೆಸಬೇಕು ಎಂದು ಕರೆ ನೀಡಿದರು. <box>592 109 750 261</box>
headline-ambedkar-school: ಅಂಬೇಡ್ಕರ್ ಶಾಲೆಯಲ್ಲಿ ಕನ್ನಡ ರಾಜ್ಯೋತ್ಸವ ಆಚರಣೆ <box>44 234 214 283</box>
